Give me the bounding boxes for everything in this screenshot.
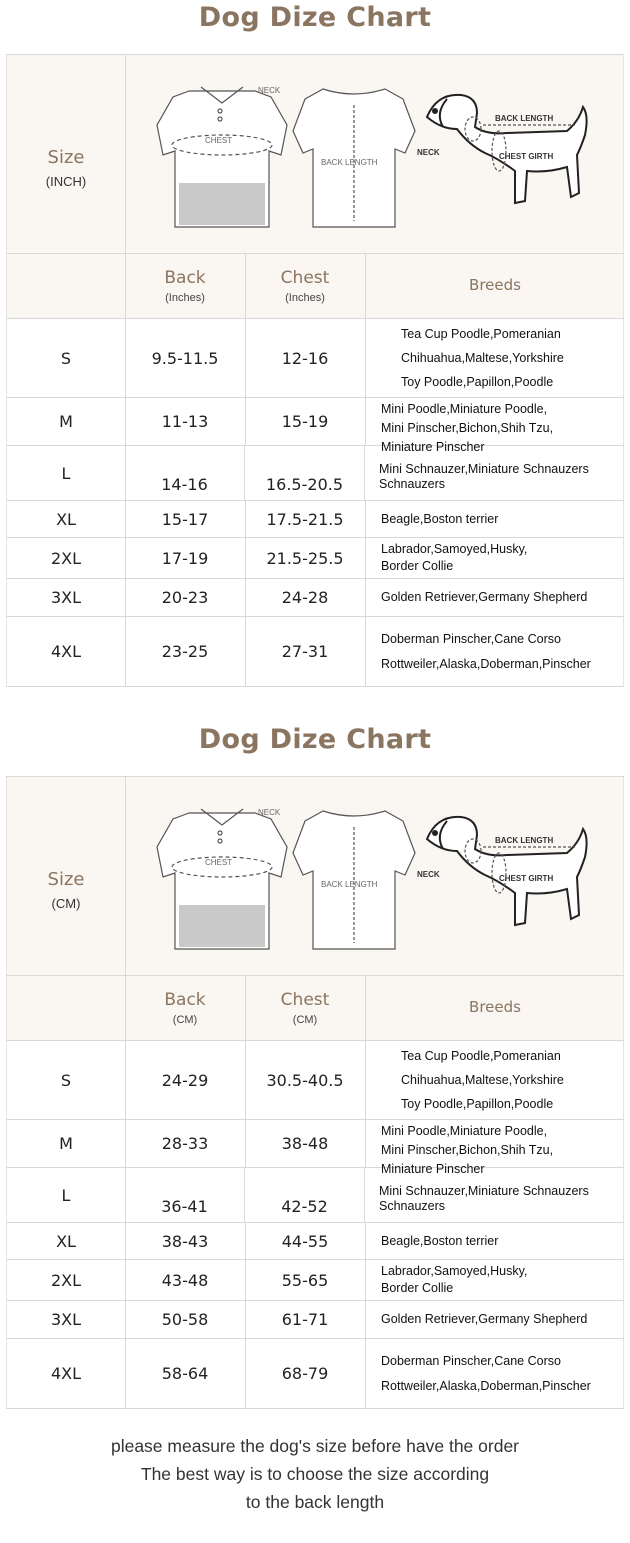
- chest-label: CHEST: [205, 858, 233, 867]
- breeds-value: [367, 579, 623, 616]
- chest-header: Chest: [280, 268, 330, 288]
- breed-line: Beagle,Boston terrier: [381, 511, 499, 526]
- size-unit: (INCH): [45, 174, 87, 189]
- breed-line: Mini Poodle,Miniature Poodle,: [381, 402, 548, 416]
- chest-value: 15-19: [245, 398, 366, 445]
- breed-line: Mini Pinscher,Bichon,Shih Tzu,: [381, 1143, 554, 1157]
- dog-chest-girth-label: CHEST GIRTH: [499, 152, 554, 161]
- chest-value: 42-52: [245, 1168, 365, 1222]
- size-chart-cm: [6, 776, 624, 1409]
- back-value: 28-33: [125, 1120, 246, 1167]
- back-value: 24-29: [125, 1041, 246, 1119]
- measure-note: [0, 1432, 630, 1516]
- breed-line: Golden Retriever,Germany Shepherd: [381, 1312, 588, 1327]
- breed-line: Schnauzers: [379, 1199, 446, 1213]
- chart-title: Dog Dize Chart: [198, 724, 432, 755]
- table-row: [6, 1120, 624, 1176]
- size-value: 3XL: [7, 1301, 126, 1338]
- size-value: 2XL: [7, 538, 126, 578]
- col-size-header: [7, 976, 126, 1040]
- note-line: to the back length: [245, 1492, 385, 1512]
- dog-illustration: [427, 817, 587, 925]
- breed-line: Tea Cup Poodle,Pomeranian: [401, 327, 561, 341]
- breed-line: Border Collie: [381, 559, 454, 573]
- breed-line: Border Collie: [381, 1281, 454, 1295]
- table-row: [6, 1301, 624, 1339]
- column-header-row: [6, 254, 624, 319]
- chest-header: Chest: [280, 990, 330, 1010]
- col-size-header: [7, 254, 126, 318]
- table-row: [6, 1339, 624, 1409]
- size-value: S: [7, 319, 126, 397]
- breed-line: Mini Poodle,Miniature Poodle,: [381, 1124, 548, 1138]
- back-value: 50-58: [125, 1301, 246, 1338]
- breed-line: Toy Poodle,Papillon,Poodle: [401, 1097, 554, 1111]
- column-header-row: [6, 976, 624, 1041]
- col-chest-header: [245, 254, 366, 318]
- size-label: Size: [47, 147, 85, 168]
- measurement-diagram: [127, 55, 623, 253]
- chest-value: 38-48: [245, 1120, 366, 1167]
- breed-line: Miniature Pinscher: [381, 440, 485, 454]
- chest-unit: (Inches): [285, 292, 325, 304]
- measurement-diagram: [127, 777, 623, 975]
- dog-back-length-label: BACK LENGTH: [495, 836, 554, 845]
- table-row: [6, 319, 624, 398]
- dog-back-length-label: BACK LENGTH: [495, 114, 554, 123]
- breeds-value: [367, 1301, 623, 1338]
- table-row: [6, 579, 624, 617]
- neck-label: NECK: [258, 808, 281, 817]
- size-value: S: [7, 1041, 126, 1119]
- shirt-front-illustration: [157, 809, 287, 949]
- size-cell: [7, 55, 126, 253]
- back-header: Back: [164, 990, 206, 1010]
- chest-value: 17.5-21.5: [245, 501, 366, 537]
- back-value: 58-64: [125, 1339, 246, 1408]
- dog-chest-girth-label: CHEST GIRTH: [499, 874, 554, 883]
- size-label: Size: [47, 869, 85, 890]
- size-value: L: [7, 1168, 126, 1222]
- breed-line: Rottweiler,Alaska,Doberman,Pinscher: [381, 656, 591, 671]
- breeds-value: [367, 1120, 623, 1176]
- chest-unit: (CM): [292, 1014, 318, 1026]
- breed-line: Chihuahua,Maltese,Yorkshire: [401, 1073, 564, 1087]
- breed-line: Tea Cup Poodle,Pomeranian: [401, 1049, 561, 1063]
- breed-line: Mini Schnauzer,Miniature Schnauzers: [379, 462, 589, 476]
- neck-label: NECK: [258, 86, 281, 95]
- size-value: 3XL: [7, 579, 126, 616]
- breeds-value: [367, 538, 623, 578]
- size-value: M: [7, 398, 126, 445]
- size-value: L: [7, 446, 126, 500]
- breeds-value: [367, 617, 623, 686]
- size-unit: (CM): [51, 896, 81, 911]
- back-length-label: BACK LENGTH: [321, 880, 378, 889]
- chest-value: 44-55: [245, 1223, 366, 1259]
- dog-neck-label: NECK: [417, 148, 440, 157]
- diagram-header: [6, 55, 624, 254]
- diagram-header: [6, 777, 624, 976]
- size-value: 4XL: [7, 1339, 126, 1408]
- chest-value: 61-71: [245, 1301, 366, 1338]
- table-row: [6, 538, 624, 579]
- size-value: XL: [7, 501, 126, 537]
- breeds-value: [367, 1041, 623, 1119]
- breed-line: Labrador,Samoyed,Husky,: [381, 1264, 528, 1278]
- note-line: The best way is to choose the size according: [140, 1464, 490, 1484]
- chest-label: CHEST: [205, 136, 233, 145]
- back-value: 9.5-11.5: [125, 319, 246, 397]
- back-value: 15-17: [125, 501, 246, 537]
- breed-line: Toy Poodle,Papillon,Poodle: [401, 375, 554, 389]
- breed-line: Beagle,Boston terrier: [381, 1233, 499, 1248]
- breed-line: Chihuahua,Maltese,Yorkshire: [401, 351, 564, 365]
- size-value: 2XL: [7, 1260, 126, 1300]
- back-header: Back: [164, 268, 206, 288]
- breed-line: Mini Schnauzer,Miniature Schnauzers: [379, 1184, 589, 1198]
- breed-line: Doberman Pinscher,Cane Corso: [381, 1353, 561, 1368]
- back-unit: (CM): [172, 1014, 198, 1026]
- chest-value: 30.5-40.5: [245, 1041, 366, 1119]
- breed-line: Mini Pinscher,Bichon,Shih Tzu,: [381, 421, 554, 435]
- size-chart-inch: [6, 54, 624, 687]
- chest-value: 55-65: [245, 1260, 366, 1300]
- table-row: [6, 1260, 624, 1301]
- col-back-header: [125, 254, 246, 318]
- back-value: 17-19: [125, 538, 246, 578]
- breeds-value: [367, 1223, 623, 1259]
- back-value: 38-43: [125, 1223, 246, 1259]
- breed-line: Doberman Pinscher,Cane Corso: [381, 631, 561, 646]
- breeds-header: Breeds: [469, 998, 521, 1016]
- col-breeds-header: [367, 254, 623, 318]
- chest-value: 27-31: [245, 617, 366, 686]
- breeds-value: [367, 398, 623, 454]
- table-row: [6, 1223, 624, 1260]
- back-length-label: BACK LENGTH: [321, 158, 378, 167]
- back-value: 14-16: [125, 446, 245, 500]
- chest-value: 24-28: [245, 579, 366, 616]
- dog-neck-label: NECK: [417, 870, 440, 879]
- breed-line: Golden Retriever,Germany Shepherd: [381, 590, 588, 605]
- breed-line: Miniature Pinscher: [381, 1162, 485, 1176]
- breed-line: Labrador,Samoyed,Husky,: [381, 542, 528, 556]
- chest-value: 68-79: [245, 1339, 366, 1408]
- back-value: 20-23: [125, 579, 246, 616]
- shirt-front-illustration: [157, 87, 287, 227]
- back-value: 43-48: [125, 1260, 246, 1300]
- back-value: 23-25: [125, 617, 246, 686]
- back-value: 11-13: [125, 398, 246, 445]
- breeds-value: [367, 501, 623, 537]
- size-value: M: [7, 1120, 126, 1167]
- back-value: 36-41: [125, 1168, 245, 1222]
- breeds-value: [367, 319, 623, 397]
- table-row: [6, 617, 624, 687]
- breeds-value: [367, 1260, 623, 1300]
- chest-value: 21.5-25.5: [245, 538, 366, 578]
- size-cell: [7, 777, 126, 975]
- size-value: 4XL: [7, 617, 126, 686]
- col-breeds-header: [367, 976, 623, 1040]
- chart-title: Dog Dize Chart: [198, 2, 432, 33]
- breed-line: Rottweiler,Alaska,Doberman,Pinscher: [381, 1378, 591, 1393]
- table-row: [6, 501, 624, 538]
- breeds-header: Breeds: [469, 276, 521, 294]
- table-row: [6, 1041, 624, 1120]
- back-unit: (Inches): [165, 292, 205, 304]
- breeds-value: [367, 1339, 623, 1408]
- dog-illustration: [427, 95, 587, 203]
- note-line: please measure the dog's size before have the order: [110, 1436, 520, 1456]
- breed-line: Schnauzers: [379, 477, 446, 491]
- table-row: [6, 398, 624, 454]
- col-back-header: [125, 976, 246, 1040]
- col-chest-header: [245, 976, 366, 1040]
- chest-value: 16.5-20.5: [245, 446, 365, 500]
- size-value: XL: [7, 1223, 126, 1259]
- chest-value: 12-16: [245, 319, 366, 397]
